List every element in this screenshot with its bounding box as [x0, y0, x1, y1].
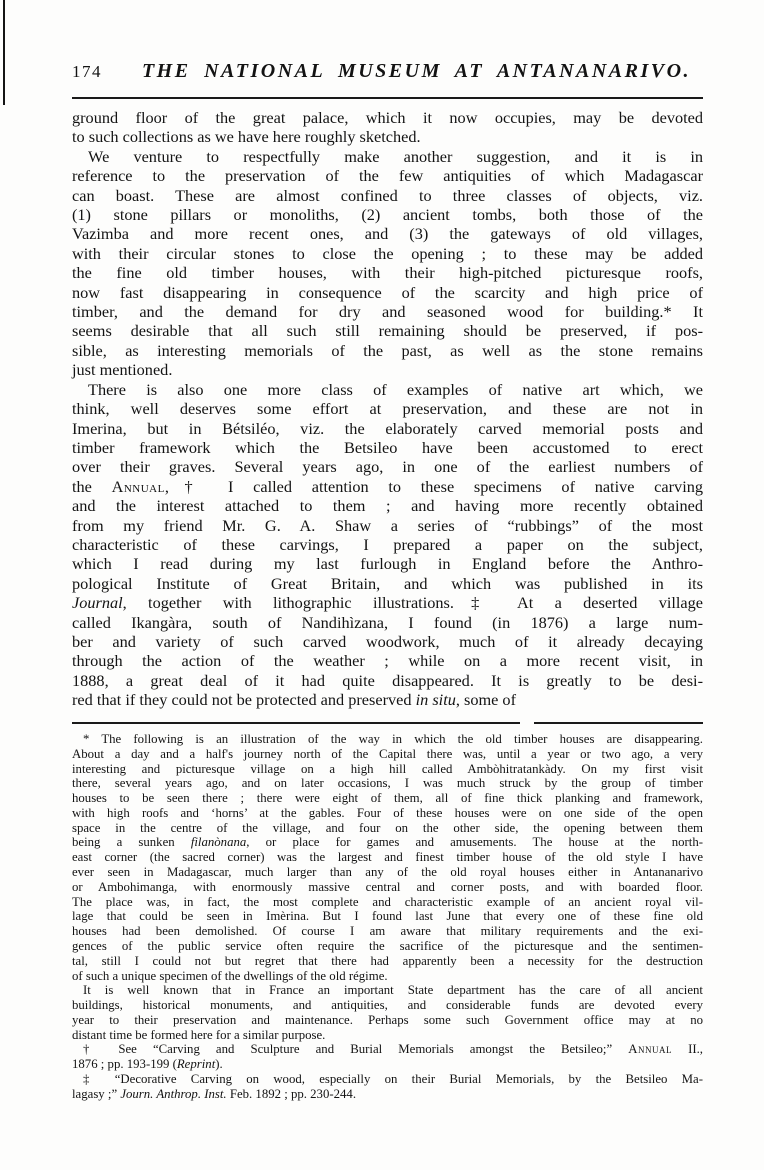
text-line: east corner (the sacred corner) was the largest and finest timber house of the old style I have: [72, 850, 703, 865]
text-line: We venture to respectfully make another suggestion, and it is in: [88, 146, 703, 166]
text-line: (1) stone pillars or monoliths, (2) ancient tombs, both those of the: [72, 205, 703, 225]
text-line: ground floor of the great palace, which it now occupies, may be devoted: [72, 108, 703, 127]
page-number: 174: [72, 62, 102, 81]
text-line: can boast. These are almost confined to three classes of objects, viz.: [72, 185, 703, 205]
text-line: tal, still I could not but regret that there had apparently been a necessity for the destruction: [72, 953, 703, 968]
text-line: 1888, a great deal of it had quite disappeared. It is greatly to be desi-: [72, 670, 703, 690]
text-line: lagasy ;” Journ. Anthrop. Inst. Feb. 1892 ; pp. 230-244.: [72, 1086, 357, 1101]
text-line: houses to be seen there ; there were eight of them, all of fine thick planking and framework,: [72, 791, 703, 806]
text-line: About a day and a half's journey north of the Capital there was, until a year or two ago, a very: [72, 746, 703, 761]
text-line: over their graves. Several years ago, in one of the earliest numbers of: [72, 457, 703, 477]
text-line: Imerina, but in Bétsiléo, viz. the elaborately carved memorial posts and: [72, 418, 703, 438]
text-line: gences of the public service often require the sacrifice of the picturesque and the sentimen-: [72, 938, 703, 953]
text-line: and the interest attached to them ; and having more recently obtained: [72, 496, 703, 516]
text-line: now fast disappearing in consequence of the scarcity and high price of: [72, 282, 703, 302]
text-line: 1876 ; pp. 193-199 (Reprint).: [72, 1057, 223, 1072]
text-line: which I read during my last furlough in England before the Anthro-: [72, 554, 703, 574]
text-line: being a sunken filanònana, or place for games and amusements. The house at the north-: [72, 835, 703, 850]
text-line: timber, and the demand for dry and seasoned wood for building.* It: [72, 302, 703, 322]
text-line: with high roofs and ‘horns’ at the gables. Four of these houses were on one side of the open: [72, 805, 703, 820]
footnote-separator-gap: [520, 722, 534, 724]
text-line: to such collections as we have here roughly sketched.: [72, 127, 421, 147]
text-line: the fine old timber houses, with their high-pitched picturesque roofs,: [72, 263, 703, 283]
text-line: there, several years ago, and on later occasions, I was much struck by the group of timber: [72, 776, 703, 791]
text-line: with their circular stones to close the opening ; to these may be added: [72, 243, 703, 263]
text-line: called Ikangàra, south of Nandihìzana, I found (in 1876) a large num-: [72, 612, 703, 632]
text-line: * The following is an illustration of the way in which the old timber houses are disappearing.: [83, 732, 703, 746]
text-line: ‡ “Decorative Carving on wood, especially on their Burial Memorials, by the Betsileo Ma-: [83, 1071, 703, 1086]
text-line: the Annual,† I called attention to these specimens of native carving: [72, 476, 703, 496]
footnote-separator: [72, 722, 703, 724]
footnote-separator-segment: [72, 722, 520, 724]
text-line: just mentioned.: [72, 360, 173, 380]
text-line: Journal, together with lithographic illustrations.‡ At a deserted village: [72, 593, 703, 613]
text-line: houses had been demolished. Of course I am aware that military requirements and the exi-: [72, 924, 703, 939]
text-line: from my friend Mr. G. A. Shaw a series of “rubbings” of the most: [72, 515, 703, 535]
text-line: red that if they could not be protected and preserved in situ, some of: [72, 690, 516, 710]
text-line: through the action of the weather ; while on a more recent visit, in: [72, 651, 703, 671]
text-line: buildings, historical monuments, and antiquities, and considerable funds are devoted every: [72, 998, 703, 1013]
footnote-separator-segment: [534, 722, 703, 724]
page-header: [72, 60, 703, 83]
text-line: ever seen in Madagascar, much larger than any of the old royal houses either in Antananarivo: [72, 865, 703, 880]
text-line: ber and variety of such carved woodwork, much of it already decaying: [72, 631, 703, 651]
text-line: reference to the preservation of the few antiquities of which Madagascar: [72, 166, 703, 186]
text-line: distant time be formed here for a similar purpose.: [72, 1027, 326, 1042]
text-line: of such a unique specimen of the dwellings of the old régime.: [72, 968, 388, 983]
text-line: pological Institute of Great Britain, and which was published in its: [72, 573, 703, 593]
text-line: space in the centre of the village, and four on the other side, the opening between them: [72, 820, 703, 835]
text-line: interesting and picturesque village on a high hill called Ambòhitratankàdy. On my first visit: [72, 761, 703, 776]
text-line: It is well known that in France an important State department has the care of all ancient: [83, 983, 703, 998]
text-line: year to their preservation and maintenance. Perhaps some such Government office may at no: [72, 1012, 703, 1027]
footnotes: [72, 732, 703, 1102]
text-line: characteristic of these carvings, I prepared a paper on the subject,: [72, 534, 703, 554]
text-line: lage that could be seen in Imèrina. But I found last June that every one of these fine old: [72, 909, 703, 924]
text-line: † See “Carving and Sculpture and Burial Memorials amongst the Betsileo;” Annual II.,: [83, 1042, 703, 1057]
scan-edge-line: [3, 0, 5, 105]
text-line: Vazimba and more recent ones, and (3) the gateways of old villages,: [72, 224, 703, 244]
text-line: think, well deserves some effort at preservation, and these are not in: [72, 399, 703, 419]
running-title: THE NATIONAL MUSEUM AT ANTANANARIVO.: [141, 60, 692, 82]
text-line: or Ambohimanga, with enormously massive central and corner posts, and with boarded floor.: [72, 879, 703, 894]
text-line: The place was, in fact, the most complete and characteristic example of an ancient royal vil-: [72, 894, 703, 909]
header-rule: [72, 97, 703, 99]
text-line: sible, as interesting memorials of the past, as well as the stone remains: [72, 340, 703, 360]
body-text: [72, 108, 703, 710]
text-line: There is also one more class of examples of native art which, we: [88, 379, 703, 399]
text-line: seems desirable that all such still remaining should be preserved, if pos-: [72, 321, 703, 341]
text-line: timber framework which the Betsileo have been accustomed to erect: [72, 437, 703, 457]
